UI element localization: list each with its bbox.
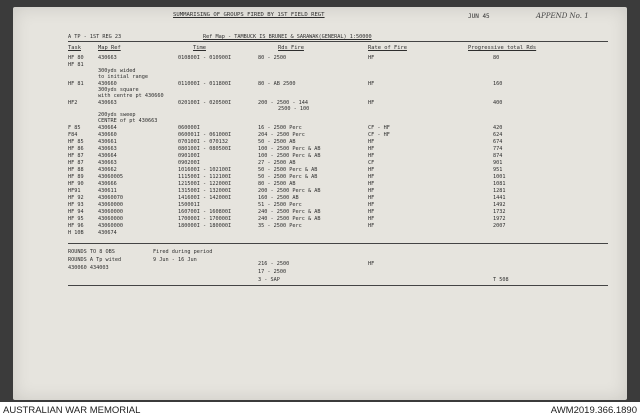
- archive-name: AUSTRALIAN WAR MEMORIAL: [3, 405, 141, 416]
- cell-map-ref: 430663: [98, 100, 117, 106]
- cell-map-ref: 430663: [98, 55, 117, 61]
- cell-time: 180000I - 180000I: [178, 223, 232, 229]
- row-note: 300yds square: [98, 87, 139, 93]
- cell-time: 160700I - 160800I: [178, 209, 232, 215]
- cell-map-ref: 430663: [98, 160, 117, 166]
- cell-rds: 204 - 2500 Perc: [258, 132, 305, 138]
- row-note: CENTRE of pt 430663: [98, 118, 158, 124]
- archive-accession-number: AWM2019.366.1890: [550, 405, 637, 416]
- cell-rate: HF: [368, 55, 375, 61]
- footer-rds-1: 216 - 2500: [258, 261, 290, 267]
- cell-task: HF 89: [68, 174, 84, 180]
- cell-task: HF 85: [68, 139, 84, 145]
- cell-total: 1441: [493, 195, 506, 201]
- document-title: SUMMARISING OF GROUPS FIRED BY 1ST FIELD REGT: [173, 12, 325, 18]
- cell-map-ref: 430611: [98, 188, 117, 194]
- cell-time: 111500I - 112100I: [178, 174, 232, 180]
- cell-map-ref: 430674: [98, 230, 117, 236]
- cell-task: HF91: [68, 188, 81, 194]
- cell-rate: HF: [368, 216, 375, 222]
- cell-total: 874: [493, 153, 503, 159]
- cell-rate: HF: [368, 174, 375, 180]
- cell-task: HF 95: [68, 216, 84, 222]
- table-end-rule: [68, 243, 608, 244]
- header-time: Time: [193, 45, 206, 51]
- cell-rds: 16 - 2500 Perc: [258, 125, 302, 131]
- footer-rule: [68, 285, 608, 286]
- cell-rate: HF: [368, 100, 375, 106]
- cell-map-ref: 430662: [98, 167, 117, 173]
- cell-rate: HF: [368, 167, 375, 173]
- cell-map-ref: 430664: [98, 153, 117, 159]
- cell-rds: 200 - 2500 - 144: [258, 100, 308, 106]
- cell-rate: HF: [368, 209, 375, 215]
- cell-time: 070100I - 070132: [178, 139, 228, 145]
- cell-rate: HF: [368, 195, 375, 201]
- footer-line-1-left: ROUNDS TO 8 OBS: [68, 249, 115, 255]
- cell-task: HF 81: [68, 62, 84, 68]
- cell-total: 1972: [493, 216, 506, 222]
- footer-line-1-mid: Fired during period: [153, 249, 213, 255]
- footer-line-2-mid: 9 Jun - 16 Jun: [153, 257, 197, 263]
- header-task: Task: [68, 45, 81, 51]
- cell-total: 1732: [493, 209, 506, 215]
- cell-task: F 85: [68, 125, 81, 131]
- cell-total: 951: [493, 167, 503, 173]
- footer-line-2-left: ROUNDS A Tp wited: [68, 257, 122, 263]
- cell-rds: 100 - 2500 Perc & AB: [258, 146, 321, 152]
- cell-rds: 240 - 2500 Perc & AB: [258, 209, 321, 215]
- cell-total: 1492: [493, 202, 506, 208]
- footer-rds-3: 3 - SAP: [258, 277, 280, 283]
- cell-task: HF 86: [68, 146, 84, 152]
- cell-map-ref: 43060005: [98, 174, 123, 180]
- document-sheet: [13, 7, 627, 400]
- cell-rate: HF: [368, 81, 375, 87]
- cell-task: HF 93: [68, 202, 84, 208]
- header-rule: [68, 41, 608, 42]
- cell-task: HF2: [68, 100, 78, 106]
- header-total: Progressive total Rds: [468, 45, 537, 51]
- cell-rds: 80 - AB 2500: [258, 81, 296, 87]
- cell-rds: 200 - 2500 Perc & AB: [258, 188, 321, 194]
- cell-rate: CF - HF: [368, 132, 390, 138]
- cell-rds: 27 - 2500 AB: [258, 160, 296, 166]
- header-rate-of-fire: Rate of Fire: [368, 45, 407, 51]
- table-row: [13, 100, 627, 124]
- cell-total: 160: [493, 81, 503, 87]
- cell-rds: 51 - 2500 Perc: [258, 202, 302, 208]
- cell-task: HF 94: [68, 209, 84, 215]
- cell-time: 060001I - 061000I: [178, 132, 232, 138]
- cell-rds: 50 - 2500 Perc & AB: [258, 167, 318, 173]
- cell-task: HF 81: [68, 81, 84, 87]
- table-row: [13, 230, 627, 238]
- document-date: JUN 45: [468, 13, 490, 20]
- cell-task: HF 87: [68, 160, 84, 166]
- cell-map-ref: 43060000: [98, 216, 123, 222]
- cell-total: 2007: [493, 223, 506, 229]
- cell-time: 150001I: [178, 202, 200, 208]
- cell-total: 901: [493, 160, 503, 166]
- cell-rds: 240 - 2500 Perc & AB: [258, 216, 321, 222]
- cell-map-ref: 43060000: [98, 202, 123, 208]
- cell-task: HF 88: [68, 167, 84, 173]
- cell-total: 624: [493, 132, 503, 138]
- footer-rate: HF: [368, 261, 375, 267]
- cell-rds: 100 - 2500 Perc & AB: [258, 153, 321, 159]
- cell-total: 1281: [493, 188, 506, 194]
- cell-rds: 35 - 2500 Perc: [258, 223, 302, 229]
- cell-total: 420: [493, 125, 503, 131]
- cell-time: 080100I - 080500I: [178, 146, 232, 152]
- header-rds-fire: Rds Fire: [278, 45, 304, 51]
- cell-map-ref: 430663: [98, 146, 117, 152]
- cell-total: 774: [493, 146, 503, 152]
- cell-total: 674: [493, 139, 503, 145]
- cell-rate: HF: [368, 223, 375, 229]
- cell-map-ref: 43060000: [98, 209, 123, 215]
- cell-rate: HF: [368, 202, 375, 208]
- row-note: 200yds sweep: [98, 112, 136, 118]
- header-map-ref: Map Ref: [98, 45, 121, 51]
- cell-rds-continuation: 2500 - 100: [278, 106, 310, 112]
- cell-rate: HF: [368, 181, 375, 187]
- row-note: 300yds wided: [98, 68, 136, 74]
- cell-total: 1081: [493, 181, 506, 187]
- cell-rds: 50 - 2500 AB: [258, 139, 296, 145]
- cell-rds: 50 - 2500 Perc & AB: [258, 174, 318, 180]
- cell-map-ref: 430664: [98, 125, 117, 131]
- cell-map-ref: 430660: [98, 132, 117, 138]
- cell-rate: CF: [368, 160, 375, 166]
- cell-rds: 160 - 2500 AB: [258, 195, 299, 201]
- cell-time: 090200I: [178, 160, 200, 166]
- archive-footer: [0, 402, 640, 418]
- cell-time: 060000I: [178, 125, 200, 131]
- cell-time: 121500I - 122000I: [178, 181, 232, 187]
- map-reference-line: Ref Map - TAMBUCK IS BRUNEI & SARAWAK(GENERAL) 1:50000: [203, 34, 372, 40]
- cell-task: HF 96: [68, 223, 84, 229]
- cell-map-ref: 43060000: [98, 223, 123, 229]
- append-annotation: APPEND No. 1: [536, 12, 589, 20]
- table-row: [13, 81, 627, 99]
- unit-line: A TP - 1ST REG 23: [68, 34, 122, 40]
- row-note: to initial range: [98, 74, 148, 80]
- footer-line-3-left: 430060 434003: [68, 265, 109, 271]
- cell-time: 101600I - 102100I: [178, 167, 232, 173]
- footer-total: T 508: [493, 277, 509, 283]
- cell-task: HF 80: [68, 55, 84, 61]
- cell-rds: 80 - 2500: [258, 55, 287, 61]
- cell-rate: HF: [368, 139, 375, 145]
- cell-task: HF 90: [68, 181, 84, 187]
- cell-time: 141600I - 142000I: [178, 195, 232, 201]
- cell-task: F84: [68, 132, 78, 138]
- cell-rate: CF - HF: [368, 125, 390, 131]
- cell-time: 011000I - 011800I: [178, 81, 232, 87]
- cell-time: 090100I: [178, 153, 200, 159]
- cell-time: 131500I - 132000I: [178, 188, 232, 194]
- cell-map-ref: 43060070: [98, 195, 123, 201]
- cell-total: 80: [493, 55, 500, 61]
- cell-task: H 10B: [68, 230, 84, 236]
- cell-rate: HF: [368, 146, 375, 152]
- cell-task: HF 92: [68, 195, 84, 201]
- cell-task: HF 87: [68, 153, 84, 159]
- footer-rds-2: 17 - 2500: [258, 269, 287, 275]
- cell-map-ref: 430660: [98, 81, 117, 87]
- cell-map-ref: 430661: [98, 139, 117, 145]
- cell-time: 020100I - 020500I: [178, 100, 232, 106]
- cell-total: 400: [493, 100, 503, 106]
- cell-rate: HF: [368, 153, 375, 159]
- cell-time: 170000I - 170000I: [178, 216, 232, 222]
- cell-rate: HF: [368, 188, 375, 194]
- cell-rds: 80 - 2500 AB: [258, 181, 296, 187]
- row-note: with centre pt 430660: [98, 93, 164, 99]
- cell-total: 1001: [493, 174, 506, 180]
- cell-map-ref: 430666: [98, 181, 117, 187]
- cell-time: 010800I - 010900I: [178, 55, 232, 61]
- table-row: [13, 62, 627, 80]
